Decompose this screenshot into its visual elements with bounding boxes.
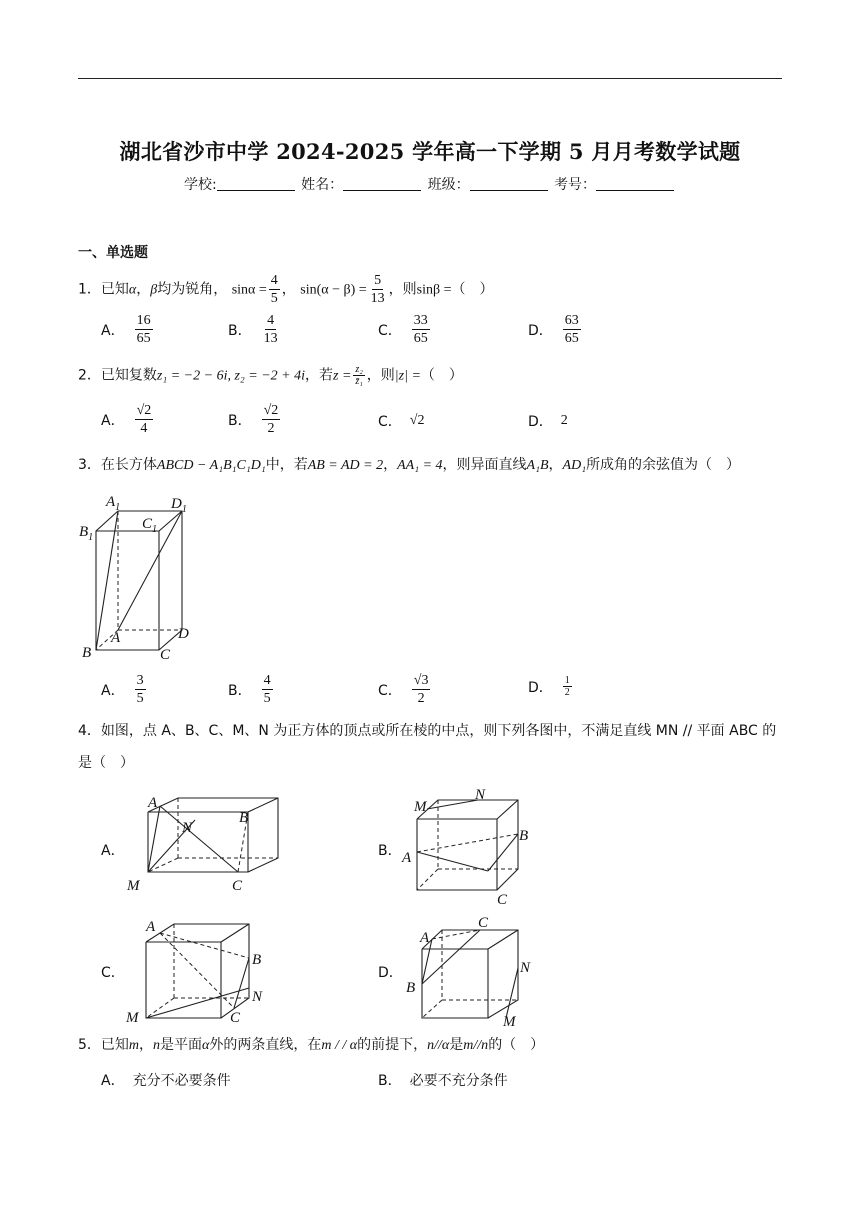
fraction-numerator: √3 (413, 673, 429, 688)
option-fraction (563, 312, 581, 347)
hidden-edge (417, 869, 438, 890)
option-label: C． (378, 322, 402, 339)
fraction-numerator: 5 (374, 273, 382, 288)
q3-number: 3． (78, 457, 101, 473)
option-label: D． (528, 322, 553, 339)
fraction-numerator: √2 (136, 403, 152, 418)
option-text: 必要不充分条件 (409, 1073, 508, 1089)
cube-front-face (148, 812, 248, 872)
q5-cond: m / / α (321, 1038, 358, 1053)
vertex-label: A (420, 930, 430, 946)
q2-option-c[interactable] (378, 411, 424, 431)
option-value: √2 (409, 413, 425, 428)
q1-text: ，则 (388, 281, 417, 298)
q5-number: 5． (78, 1037, 101, 1053)
q5-alpha: α (202, 1038, 210, 1053)
segment-ab (160, 933, 249, 958)
vertex-label: B (82, 645, 92, 661)
option-text: 充分不必要条件 (132, 1073, 231, 1089)
option-fraction (135, 402, 154, 437)
fraction-numerator: 4 (267, 313, 275, 328)
vertex-label: B (406, 980, 416, 996)
fraction-denominator: 65 (564, 331, 579, 346)
fraction-denominator: 13 (263, 331, 278, 346)
fraction-numerator: 4 (270, 273, 278, 288)
q4-figure-b (400, 784, 540, 908)
segment-cb (234, 958, 249, 1008)
cube-front-face (417, 819, 497, 890)
q3-cond2: AA₁ = 4 (397, 458, 443, 473)
page-title: 湖北省沙市中学 2024-2025 学年高一下学期 5 月月考数学试题 (119, 139, 741, 164)
q3-option-c[interactable] (378, 672, 432, 707)
cube-edge (248, 798, 278, 812)
option-label: B． (228, 322, 252, 339)
vertex-label: $A_1$ (106, 494, 121, 513)
q2-text: ，则 (366, 367, 395, 384)
segment-cb (488, 834, 518, 871)
q1-beta: β (150, 282, 158, 298)
q1-fraction (269, 272, 280, 307)
school-label: 学校: (183, 177, 217, 193)
vertex-label: B (252, 952, 262, 968)
section-heading: 一、单选题 (78, 245, 148, 261)
fraction-denominator: 2 (564, 687, 570, 698)
option-label: A． (101, 1073, 125, 1089)
top-rule (78, 78, 782, 79)
q1-sin-alpha: sinα = (231, 282, 267, 298)
fraction-denominator: 65 (413, 331, 428, 346)
cube-top-right (146, 924, 249, 1018)
q1-text: 均为锐角， (157, 281, 228, 298)
q1-text: ， (136, 281, 151, 298)
q3-text: 中，若 (265, 457, 308, 473)
option-label: A． (101, 322, 125, 339)
question-1-stem (78, 272, 494, 307)
vertex-label: M (414, 799, 427, 815)
q3-option-a[interactable] (101, 672, 148, 707)
q2-option-b[interactable] (228, 402, 282, 437)
option-label: B． (228, 412, 252, 429)
segment-ac (432, 930, 480, 939)
q3-line1: A₁B (526, 458, 549, 473)
q2-fraction (353, 364, 364, 387)
question-2-stem (78, 364, 463, 388)
cube-edge (497, 800, 518, 819)
name-blank[interactable] (343, 178, 421, 191)
segment-ac (160, 933, 234, 1008)
fraction-numerator: 16 (136, 313, 151, 328)
option-fraction (412, 672, 431, 707)
fraction-denominator: 13 (370, 291, 385, 306)
option-label: C． (378, 682, 402, 699)
q1-option-d[interactable] (528, 312, 583, 347)
box-outline (96, 511, 182, 650)
q2-option-a[interactable] (101, 402, 155, 437)
class-blank[interactable] (470, 178, 548, 191)
q2-complex-def: z₁ = −2 − 6i, z₂ = −2 + 4i (156, 368, 306, 384)
option-label: A． (101, 412, 125, 429)
fraction-denominator: 65 (136, 331, 151, 346)
q3-text: 所成角的余弦值为（ ） (586, 457, 741, 473)
option-label: A． (101, 843, 125, 859)
q2-option-d[interactable] (528, 411, 568, 431)
vertex-label: N (182, 820, 193, 836)
vertex-label: C (497, 892, 508, 908)
q1-option-c[interactable] (378, 312, 432, 347)
question-4-stem (78, 720, 776, 742)
vertex-label: $D_1$ (171, 496, 187, 515)
q1-text: ， (281, 281, 296, 298)
q5-p: n//α (427, 1038, 450, 1053)
option-label: C． (378, 414, 402, 430)
q3-text: 在长方体 (100, 457, 157, 473)
hidden-edge (422, 1000, 442, 1018)
fraction-denominator: z̄₁ (355, 376, 363, 387)
option-fraction (262, 312, 280, 347)
fraction-numerator: 4 (263, 673, 271, 688)
q3-option-d[interactable] (528, 675, 574, 698)
vertex-label: M (126, 1010, 139, 1026)
q5-text: 是平面 (160, 1037, 203, 1053)
q1-sin-diff: sin(α − β) = (300, 282, 367, 298)
q5-text: 已知 (100, 1037, 129, 1053)
vertex-label: B (519, 828, 529, 844)
q3-cond1: AB = AD = 2 (307, 458, 384, 473)
option-fraction (412, 312, 430, 347)
question-5-stem (78, 1034, 544, 1057)
vertex-label: A (146, 919, 156, 935)
segment-ac (417, 852, 488, 871)
q5-option-a[interactable] (101, 1070, 231, 1090)
fraction-denominator: 4 (140, 421, 148, 436)
vertex-label: C (232, 878, 243, 894)
vertex-label: A (402, 850, 412, 866)
option-label: A． (101, 682, 125, 699)
fraction-numerator: 1 (564, 675, 570, 686)
question-3-stem (78, 454, 740, 477)
fraction-numerator: 63 (564, 313, 579, 328)
vertex-label: B (239, 810, 249, 826)
segment-mn (506, 968, 518, 1018)
option-fraction (135, 672, 146, 707)
q2-z-eq: z = (333, 368, 352, 384)
name-label: 姓名： (301, 177, 344, 193)
q2-text: 已知复数 (100, 367, 157, 384)
option-fraction (262, 672, 273, 707)
q1-text: 已知 (100, 281, 129, 298)
fraction-numerator: z₂ (355, 364, 363, 375)
q3-option-b[interactable] (228, 672, 275, 707)
vertex-label: M (503, 1014, 516, 1030)
option-value: 2 (560, 413, 568, 428)
option-label: B． (378, 1073, 402, 1089)
q5-n: n (153, 1038, 161, 1053)
vertex-label: M (127, 878, 140, 894)
q1-alpha: α (128, 282, 137, 298)
q3-box: ABCD − A₁B₁C₁D₁ (156, 458, 266, 473)
fraction-denominator: 2 (267, 421, 275, 436)
option-label: C． (101, 965, 125, 981)
q1-option-b[interactable] (228, 312, 282, 347)
q4-number: 4． (78, 723, 101, 739)
q3-text: ，则异面直线 (442, 457, 527, 473)
q5-m: m (128, 1038, 140, 1053)
question-4-stem-continued (78, 752, 134, 774)
cube-edge (221, 924, 249, 942)
segment-bc (422, 930, 480, 984)
fraction-denominator: 2 (417, 691, 425, 706)
vertex-label: C (478, 915, 489, 931)
vertex-label: $B_1$ (79, 524, 94, 543)
option-fraction (563, 675, 572, 698)
q3-box-figure (78, 490, 208, 665)
q3-text: ， (548, 457, 563, 473)
fraction-denominator: 5 (270, 291, 278, 306)
q5-text: 的（ ） (488, 1037, 545, 1053)
cube-front-face (422, 949, 488, 1018)
q4-figure-d (400, 912, 540, 1028)
q4-figure-c (124, 912, 274, 1024)
school-blank[interactable] (217, 178, 295, 191)
q4-text: 如图，点 A、B、C、M、N 为正方体的顶点或所在棱的中点，则下列各图中，不满足直线 MN // 平面 ABC 的 (100, 723, 777, 739)
q5-q: m//n (463, 1038, 489, 1053)
vertex-label: N (520, 960, 531, 976)
q1-text: （ ） (451, 281, 494, 298)
vertex-label: A (111, 630, 121, 646)
segment-mn (427, 800, 478, 809)
vertex-label: $C_1$ (142, 516, 158, 535)
fraction-numerator: 3 (136, 673, 144, 688)
fraction-denominator: 5 (136, 691, 144, 706)
q5-text: 的前提下， (357, 1037, 428, 1053)
q5-text: ， (139, 1037, 154, 1053)
q4-figure-a (120, 790, 270, 900)
q3-text: ， (383, 457, 398, 473)
option-label: D． (528, 414, 553, 430)
hidden-edge (148, 858, 178, 872)
exam-number-label: 考号： (554, 177, 597, 193)
option-label: B． (228, 682, 252, 699)
q2-text: ，若 (305, 367, 334, 384)
q2-abs: |z| = (394, 368, 421, 384)
exam-number-blank[interactable] (596, 178, 674, 191)
vertex-label: A (148, 795, 158, 811)
hidden-edge (146, 998, 174, 1018)
q5-text: 外的两条直线，在 (209, 1037, 322, 1053)
vertex-label: C (230, 1010, 241, 1026)
q5-text: 是 (449, 1037, 464, 1053)
cube-top-right (148, 798, 278, 872)
fraction-numerator: √2 (263, 403, 279, 418)
segment-ab (417, 834, 518, 852)
fraction-denominator: 5 (263, 691, 271, 706)
option-fraction (262, 402, 281, 437)
segment-am (148, 806, 160, 872)
q2-number: 2． (78, 367, 101, 384)
segment-ac (160, 806, 238, 872)
vertex-label: N (252, 989, 263, 1005)
box-edge (159, 511, 182, 531)
student-info-line (0, 174, 860, 194)
option-fraction (135, 312, 153, 347)
q5-option-b[interactable] (378, 1070, 508, 1090)
q3-line2: AD₁ (562, 458, 587, 473)
option-label: D． (528, 679, 553, 696)
q4-text: 是（ ） (78, 755, 134, 771)
vertex-label: C (160, 647, 171, 663)
q1-option-a[interactable] (101, 312, 155, 347)
cube-edge (488, 930, 518, 949)
option-label: D． (378, 965, 403, 981)
q1-sin-beta: sinβ = (416, 282, 452, 298)
vertex-label: N (475, 787, 486, 803)
fraction-numerator: 33 (413, 313, 428, 328)
q2-text: （ ） (420, 367, 463, 384)
class-label: 班级： (427, 177, 470, 193)
option-label: B． (378, 843, 402, 859)
q1-number: 1． (78, 281, 101, 298)
q1-fraction (369, 272, 387, 307)
vertex-label: D (178, 626, 189, 642)
